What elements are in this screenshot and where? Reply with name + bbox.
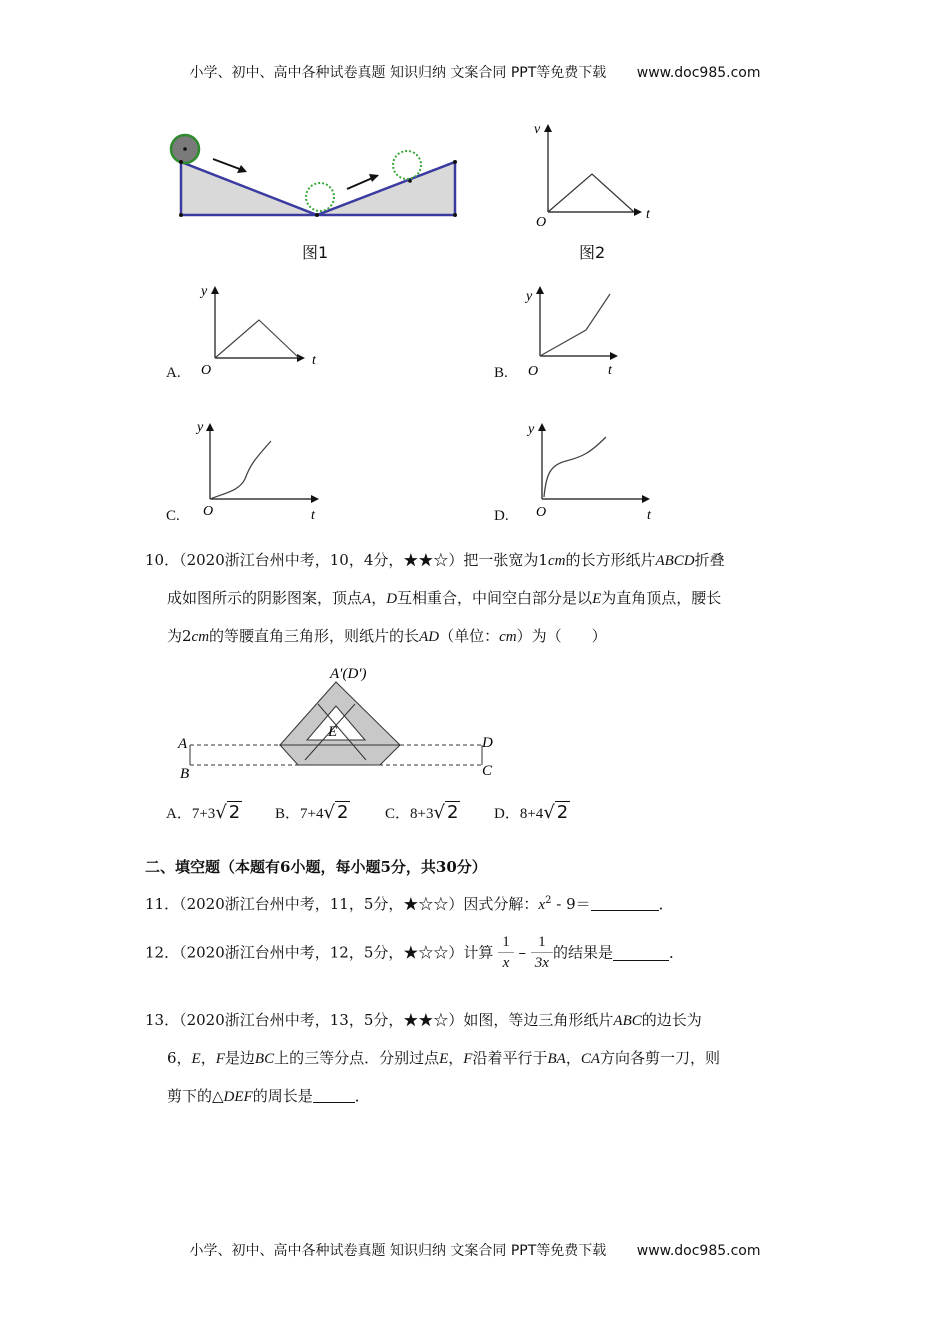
bottom-strip xyxy=(280,745,400,765)
text: 6， xyxy=(167,1049,192,1067)
var: E xyxy=(592,591,602,607)
unit: cm xyxy=(499,629,517,645)
var: x xyxy=(538,897,546,913)
footer-text: 小学、初中、高中各种试卷真题 知识归纳 文案合同 PPT等免费下载 xyxy=(189,1243,607,1259)
q9-option-c-label[interactable]: C. xyxy=(166,508,180,524)
header-text: 小学、初中、高中各种试卷真题 知识归纳 文案合同 PPT等免费下载 xyxy=(189,65,607,81)
graph-line xyxy=(548,174,634,212)
q10-line-2 xyxy=(145,580,810,618)
sqrt-sign: √ 2 xyxy=(323,802,349,823)
arrow xyxy=(311,495,319,503)
text: 上的三等分点．分别过点 xyxy=(274,1049,440,1067)
axis-label-y: y xyxy=(197,420,204,435)
answer-blank[interactable] xyxy=(613,944,669,961)
option-prefix: 7+3 xyxy=(191,806,216,822)
text: 方向各剪一刀，则 xyxy=(600,1049,721,1067)
denominator: 3x xyxy=(534,955,549,971)
option-label: D． xyxy=(494,806,520,822)
unit: cm xyxy=(547,553,566,569)
fig2-caption: 图2 xyxy=(579,243,606,262)
origin-label: O xyxy=(528,364,539,379)
text: - 9＝ xyxy=(551,895,591,913)
question-10 xyxy=(145,542,810,656)
text: ． xyxy=(354,1087,370,1105)
denominator: x xyxy=(502,955,510,971)
question-13 xyxy=(145,1002,810,1116)
sqrt-sign: √ 2 xyxy=(433,802,459,823)
var: F xyxy=(463,1051,473,1067)
axis-label-t: t xyxy=(647,508,651,520)
var: BA xyxy=(547,1051,566,1067)
ball-center xyxy=(183,147,187,151)
option-prefix: 7+4 xyxy=(300,806,324,822)
vertex xyxy=(453,213,457,217)
text: 把一张宽为1 xyxy=(463,551,548,569)
axis-label-t: t xyxy=(608,363,612,378)
radicand: 2 xyxy=(556,802,569,823)
var: E xyxy=(191,1051,201,1067)
text: 为直角顶点，腰长 xyxy=(601,589,722,607)
text: 的等腰直角三角形，则纸片的长 xyxy=(209,627,420,645)
axis-label-t: t xyxy=(311,508,315,520)
minus-sign: – xyxy=(518,943,526,962)
var: ABC xyxy=(613,1013,642,1029)
arrow xyxy=(610,352,618,360)
q10-option-b[interactable] xyxy=(275,802,350,823)
text: 计算 xyxy=(463,943,494,962)
sqrt-sign: √ 2 xyxy=(215,802,241,823)
q10-line-3 xyxy=(145,618,810,656)
q9-option-a-graph[interactable] xyxy=(195,280,325,380)
q9-option-b-graph[interactable] xyxy=(520,280,650,380)
option-label: A． xyxy=(166,806,192,822)
arrow xyxy=(536,286,544,294)
page-header xyxy=(0,62,950,82)
footer-site: www.doc985.com xyxy=(636,1243,761,1259)
q10-option-a[interactable] xyxy=(166,802,242,823)
graph-curve xyxy=(210,441,271,499)
question-number: 12． xyxy=(145,943,180,962)
text: ， xyxy=(200,1049,216,1067)
text: 为2 xyxy=(167,627,192,645)
q9-option-d-graph[interactable] xyxy=(520,415,660,520)
question-source: （2020浙江台州中考，13，5分，★★☆） xyxy=(179,1011,464,1029)
graph-line xyxy=(215,320,299,358)
origin-label: O xyxy=(203,504,214,519)
origin-label: O xyxy=(201,363,212,378)
var: CA xyxy=(580,1051,600,1067)
q10-figure xyxy=(170,660,510,785)
arrow xyxy=(642,495,650,503)
fraction-1 xyxy=(498,932,514,973)
vertex xyxy=(453,160,457,164)
label-b: B xyxy=(180,766,190,782)
var: ABCD xyxy=(655,553,695,569)
text: 因式分解： xyxy=(463,895,539,913)
axis-label-y: y xyxy=(526,289,533,304)
page-footer xyxy=(0,1240,950,1260)
vertex xyxy=(315,213,319,217)
axis-label-y: y xyxy=(201,284,208,299)
radicand: 2 xyxy=(446,802,459,823)
option-label: B． xyxy=(275,806,301,822)
var: AD xyxy=(419,629,440,645)
axis-label-t: t xyxy=(646,207,650,222)
label-c: C xyxy=(482,763,493,779)
text: 的边长为 xyxy=(641,1011,702,1029)
axis-label-y: y xyxy=(528,422,535,437)
axis-label-v: v xyxy=(534,122,541,137)
option-label: C． xyxy=(385,806,411,822)
label-a-prime-d-prime: A′(D′) xyxy=(330,666,367,682)
label-e: E xyxy=(328,724,338,740)
numerator: 1 xyxy=(498,932,514,953)
question-source: （2020浙江台州中考，10，4分，★★☆） xyxy=(179,551,464,569)
q13-line-3 xyxy=(145,1078,810,1116)
text: ． xyxy=(668,943,684,962)
q9-option-b-label[interactable]: B. xyxy=(494,365,508,381)
ball-dashed-bottom xyxy=(306,183,334,211)
q9-figure-1 xyxy=(165,125,470,225)
origin-label: O xyxy=(536,505,547,520)
section-title: 二、填空题（本题有6小题，每小题5分，共30分） xyxy=(145,858,487,876)
option-prefix: 8+3 xyxy=(410,806,434,822)
x-arrow xyxy=(634,208,642,216)
text: （单位： xyxy=(439,627,500,645)
ramp-fill xyxy=(181,162,455,215)
text: ， xyxy=(371,589,387,607)
text: 如图，等边三角形纸片 xyxy=(463,1011,614,1029)
answer-blank[interactable] xyxy=(591,894,659,911)
var: F xyxy=(215,1051,225,1067)
exponent: 2 xyxy=(545,895,552,906)
q9-option-a-label[interactable]: A. xyxy=(166,365,181,381)
var: A xyxy=(362,591,372,607)
graph-curve xyxy=(544,437,606,497)
radicand: 2 xyxy=(336,802,349,823)
text: 沿着平行于 xyxy=(472,1049,548,1067)
q9-option-d-label[interactable]: D. xyxy=(494,508,509,524)
text: ． xyxy=(658,895,674,913)
text: ）为（ ） xyxy=(516,627,607,645)
arrow-up-head xyxy=(369,174,379,182)
option-prefix: 8+4 xyxy=(519,806,544,822)
q10-line-1 xyxy=(145,542,810,580)
text: 成如图所示的阴影图案，顶点 xyxy=(167,589,363,607)
header-site: www.doc985.com xyxy=(636,65,761,81)
label-a: A xyxy=(178,736,188,752)
question-number: 11． xyxy=(145,895,180,913)
question-11 xyxy=(145,882,810,924)
ball-dot xyxy=(408,179,412,183)
arrow xyxy=(538,423,546,431)
var: E xyxy=(439,1051,449,1067)
text: 的结果是 xyxy=(552,943,613,962)
numerator: 1 xyxy=(531,932,553,953)
question-source: （2020浙江台州中考，11，5分，★☆☆） xyxy=(179,895,464,913)
text: ， xyxy=(448,1049,464,1067)
vertex xyxy=(179,213,183,217)
ball-dashed-right xyxy=(393,151,421,179)
text: 的周长是 xyxy=(252,1087,313,1105)
fraction-2 xyxy=(531,932,553,973)
arrow xyxy=(211,286,219,294)
text: 剪下的△ xyxy=(167,1087,224,1105)
axis-label-t: t xyxy=(312,353,316,368)
question-12 xyxy=(145,932,810,973)
text: ， xyxy=(565,1049,581,1067)
sqrt-sign: √ 2 xyxy=(543,802,569,823)
vertex xyxy=(179,160,183,164)
answer-blank[interactable] xyxy=(313,1086,355,1103)
graph-line xyxy=(540,294,610,356)
text: 是边 xyxy=(224,1049,255,1067)
text: 的长方形纸片 xyxy=(565,551,656,569)
var: DEF xyxy=(223,1089,253,1105)
question-number: 13． xyxy=(145,1011,180,1029)
arrow xyxy=(206,423,214,431)
radicand: 2 xyxy=(228,802,241,823)
q9-figure-2 xyxy=(528,118,658,228)
label-d: D xyxy=(482,735,493,751)
var: BC xyxy=(254,1051,275,1067)
q10-option-d[interactable] xyxy=(494,802,570,823)
q10-option-c[interactable] xyxy=(385,802,460,823)
text: 互相重合，中间空白部分是以 xyxy=(397,589,593,607)
var: D xyxy=(386,591,398,607)
question-source: （2020浙江台州中考，12，5分，★☆☆） xyxy=(179,943,464,962)
y-arrow xyxy=(544,124,552,132)
text: 折叠 xyxy=(694,551,725,569)
origin-label: O xyxy=(536,215,547,228)
q13-line-1 xyxy=(145,1002,810,1040)
q9-option-c-graph[interactable] xyxy=(195,415,330,520)
q13-line-2 xyxy=(145,1040,810,1078)
question-number: 10． xyxy=(145,551,180,569)
fig1-caption: 图1 xyxy=(302,243,329,262)
unit: cm xyxy=(191,629,210,645)
